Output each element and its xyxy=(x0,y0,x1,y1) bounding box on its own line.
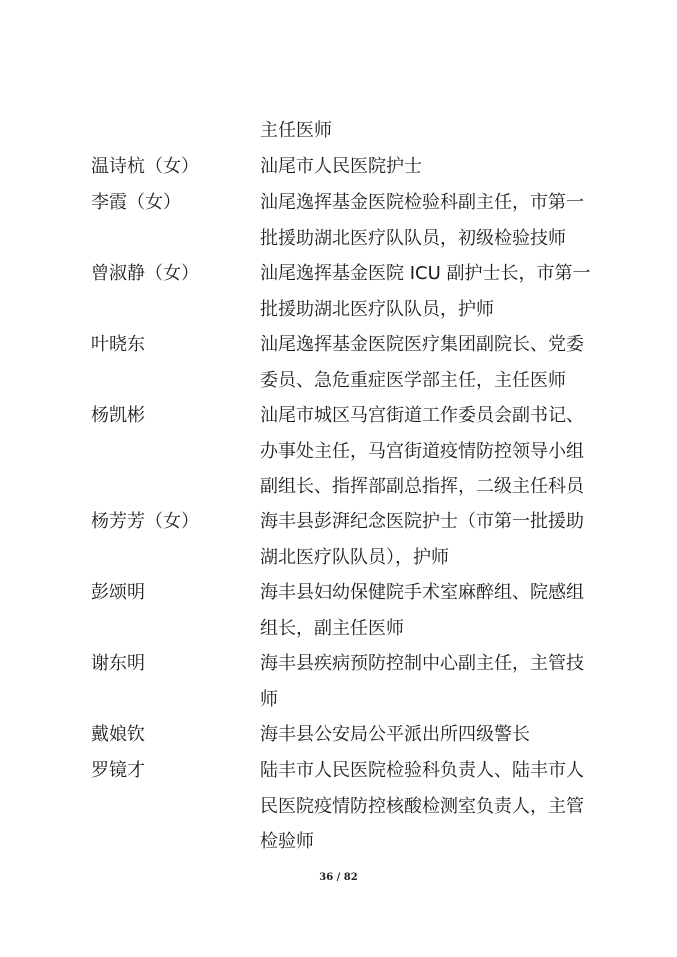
person-name: 戴娘钦 xyxy=(91,724,145,745)
person-description xyxy=(260,717,605,753)
continuation-text xyxy=(260,113,605,149)
person-name: 谢东明 xyxy=(91,653,145,674)
person-description xyxy=(260,646,605,717)
desc-line: 海丰县疾病预防控制中心副主任，主管技 xyxy=(260,653,584,674)
person-name: 杨凯彬 xyxy=(91,405,145,426)
person-description xyxy=(260,753,605,860)
person-description xyxy=(260,504,605,575)
desc-line: 海丰县彭湃纪念医院护士（市第一批援助 xyxy=(260,511,584,532)
desc-line: 汕尾市城区马宫街道工作委员会副书记、 xyxy=(260,405,584,426)
person-description xyxy=(260,575,605,646)
desc-line: 批援助湖北医疗队队员，初级检验技师 xyxy=(260,227,566,249)
desc-line: 汕尾逸挥基金医院医疗集团副院长、党委 xyxy=(260,334,584,355)
person-description xyxy=(260,149,605,185)
desc-line: 海丰县妇幼保健院手术室麻醉组、院感组 xyxy=(260,582,584,603)
desc-line: 批援助湖北医疗队队员，护师 xyxy=(260,298,494,320)
desc-line: 委员、急危重症医学部主任，主任医师 xyxy=(260,369,566,391)
desc-line: 检验师 xyxy=(260,831,314,852)
desc-line: 副组长、指挥部副总指挥，二级主任科员 xyxy=(260,476,584,497)
person-name: 罗镜才 xyxy=(91,760,145,781)
person-name: 曾淑静（女） xyxy=(91,263,199,284)
desc-line: 民医院疫情防控核酸检测室负责人，主管 xyxy=(260,795,584,817)
person-description xyxy=(260,398,605,505)
desc-line: 海丰县公安局公平派出所四级警长 xyxy=(260,724,530,745)
desc-line: 湖北医疗队队员），护师 xyxy=(260,546,449,568)
desc-line: 陆丰市人民医院检验科负责人、陆丰市人 xyxy=(260,760,584,781)
person-name: 叶晓东 xyxy=(91,334,145,355)
desc-line: 组长，副主任医师 xyxy=(260,617,404,639)
desc-line: 汕尾逸挥基金医院检验科副主任，市第一 xyxy=(260,192,584,213)
desc-line: 汕尾市人民医院护士 xyxy=(260,156,422,177)
person-name: 温诗杭（女） xyxy=(91,156,199,177)
desc-line: 师 xyxy=(260,688,278,710)
person-description xyxy=(260,327,605,398)
page-number: 36 / 82 xyxy=(319,872,358,883)
person-name: 彭颂明 xyxy=(91,582,145,603)
desc-line: 主任医师 xyxy=(260,120,332,141)
person-name: 杨芳芳（女） xyxy=(91,511,199,532)
desc-line: 汕尾逸挥基金医院 ICU 副护士长，市第一 xyxy=(260,263,591,284)
desc-line: 办事处主任，马宫街道疫情防控领导小组 xyxy=(260,440,584,462)
person-name: 李霞（女） xyxy=(91,192,181,213)
person-description xyxy=(260,185,605,256)
person-description xyxy=(260,256,605,327)
